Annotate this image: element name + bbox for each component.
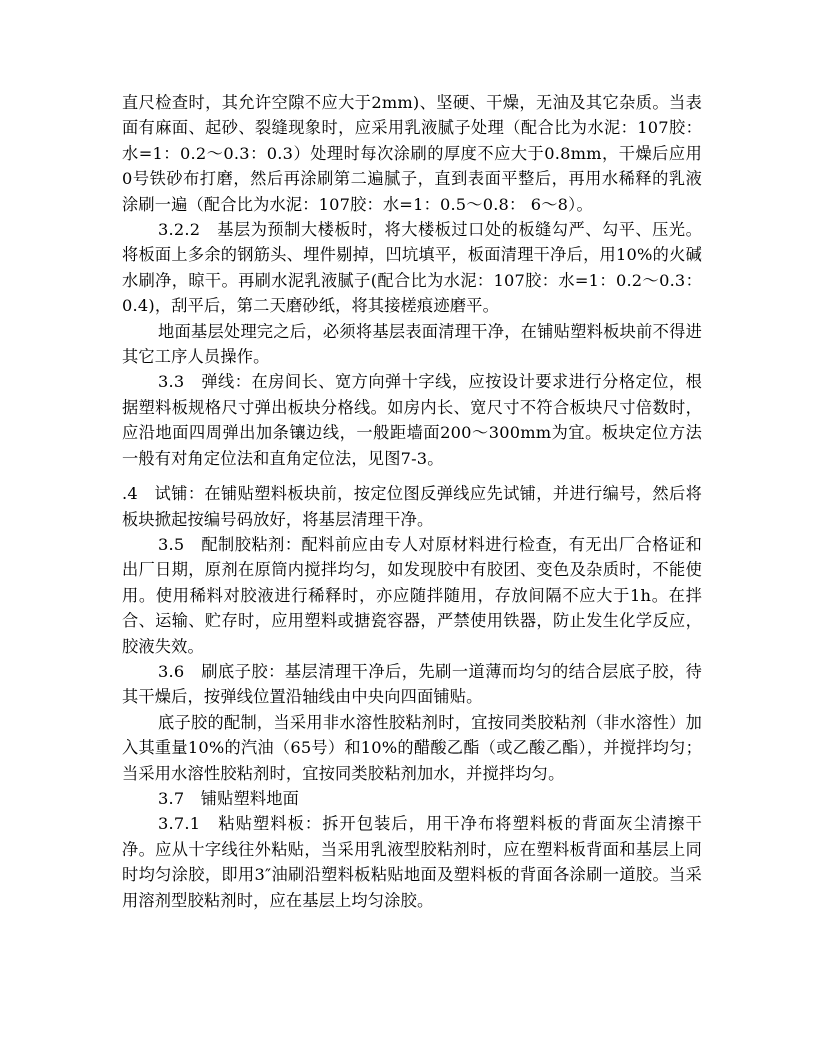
paragraph-3-7-1: 3.7.1 粘贴塑料板：拆开包装后，用干净布将塑料板的背面灰尘清擦干净。应从十字线往外粘贴，当采用乳液型胶粘剂时，应在塑料板背面和基层上同时均匀涂胶，即用3″油刷沿塑料板粘贴地面及塑料板的背面各涂刷一道胶。当采用溶剂型胶粘剂时，应在基层上均匀涂胶。 [122,814,702,910]
paragraph-3-7-heading: 3.7 铺贴塑料地面 [158,788,300,808]
paragraph-primer-mix: 底子胶的配制，当采用非水溶性胶粘剂时，宜按同类胶粘剂（非水溶性）加入其重量10%的汽油（65号）和10%的醋酸乙酯（或乙酸乙酯），并搅拌均匀；当采用水溶性胶粘剂时，宜按同类胶粘剂加水，并搅拌均匀。 [122,712,702,783]
paragraph-3-2-2: 3.2.2 基层为预制大楼板时，将大楼板过口处的板缝勾严、勾平、压光。将板面上多余的钢筋头、埋件剔掉，凹坑填平，板面清理干净后，用10%的火碱水刷净，晾干。再刷水泥乳液腻子(配合比为水泥：107胶：水=1：0.2～0.3：0.4)，刮平后，第二天磨砂纸，将其接槎痕迹磨平。 [122,220,702,316]
paragraph-3-4: .4 试铺：在铺贴塑料板块前，按定位图反弹线应先试铺，并进行编号，然后将板块掀起按编号码放好，将基层清理干净。 [122,484,702,529]
paragraph-cleanup: 地面基层处理完之后，必须将基层表面清理干净，在铺贴塑料板块前不得进其它工序人员操作。 [122,321,702,367]
paragraph-3-5: 3.5 配制胶粘剂：配料前应由专人对原材料进行检查，有无出厂合格证和出厂日期，原剂在原筒内搅拌均匀，如发现胶中有胶团、变色及杂质时，不能使用。使用稀料对胶液进行稀释时，亦应随拌随用，存放间隔不应大于1h。在拌合、运输、贮存时，应用塑料或搪瓷容器，严禁使用铁器，防止发生化学反应，胶液失效。 [122,534,702,656]
paragraph-3-3: 3.3 弹线：在房间长、宽方向弹十字线，应按设计要求进行分格定位，根据塑料板规格尺寸弹出板块分格线。如房内长、宽尺寸不符合板块尺寸倍数时，应沿地面四周弹出加条镶边线，一般距墙面200～300mm为宜。板块定位方法一般有对角定位法和直角定位法，见图7-3。 [122,372,702,468]
paragraph-3-6: 3.6 刷底子胶：基层清理干净后，先刷一道薄而均匀的结合层底子胶，待其干燥后，按弹线位置沿轴线由中央向四面铺贴。 [122,661,702,707]
body-text [122,90,702,913]
paragraph-substrate-requirements: 直尺检查时，其允许空隙不应大于2mm)、坚硬、干燥，无油及其它杂质。当表面有麻面、起砂、裂缝现象时，应采用乳液腻子处理（配合比为水泥：107胶：水=1：0.2～0.3：0.3）处理时每次涂刷的厚度不应大于0.8mm，干燥后应用0号铁砂布打磨，然后再涂刷第二遍腻子，直到表面平整后，再用水稀释的乳液涂刷一遍（配合比为水泥：107胶：水=1：0.5～0.8： 6～8）。 [122,93,702,214]
